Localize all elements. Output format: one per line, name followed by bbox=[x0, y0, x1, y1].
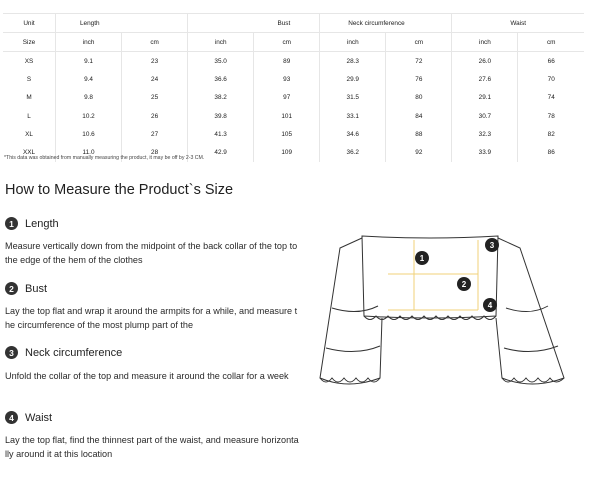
step-waist bbox=[5, 411, 52, 424]
unit-cell: inch bbox=[452, 33, 518, 52]
table-cell: 9.1 bbox=[56, 52, 122, 71]
table-row bbox=[3, 52, 584, 71]
table-cell: 30.7 bbox=[452, 107, 518, 125]
right-ruffle-line bbox=[504, 346, 558, 352]
table-cell: S bbox=[3, 71, 56, 89]
table-cell: XS bbox=[3, 52, 56, 71]
step-label: Length bbox=[25, 217, 59, 230]
left-ruffle-line bbox=[332, 306, 378, 312]
table-cell: 35.0 bbox=[188, 52, 254, 71]
table-cell: 26 bbox=[122, 107, 188, 125]
table-cell: 74 bbox=[547, 94, 555, 102]
table-cell: 93 bbox=[254, 71, 320, 89]
unit-cell: Size bbox=[3, 33, 56, 52]
unit-cell: inch bbox=[320, 33, 386, 52]
left-ruffle-line bbox=[326, 346, 380, 352]
table-cell: 28.3 bbox=[320, 52, 386, 71]
table-cell: 88 bbox=[386, 125, 452, 143]
table-cell: 33.9 bbox=[452, 143, 518, 161]
marker-3-label: 3 bbox=[489, 241, 495, 250]
unit-cell: inch bbox=[188, 33, 254, 52]
header-waist: Waist bbox=[452, 14, 584, 33]
table-cell: 25 bbox=[122, 89, 188, 107]
step-number-icon: 2 bbox=[5, 282, 18, 295]
step-bust bbox=[5, 282, 47, 295]
step-neck bbox=[5, 346, 122, 359]
step-label: Waist bbox=[25, 411, 53, 424]
table-row bbox=[3, 71, 584, 89]
table-cell: 27 bbox=[122, 125, 188, 143]
table-cell: 24 bbox=[122, 71, 188, 89]
step-length bbox=[5, 217, 59, 230]
table-cell: 72 bbox=[386, 52, 452, 71]
table-cell: 33.1 bbox=[320, 107, 386, 125]
unit-cell: cm bbox=[386, 33, 452, 52]
table-row bbox=[3, 107, 584, 125]
table-cell: 11.0 bbox=[56, 143, 122, 161]
header-unit: Unit bbox=[3, 14, 56, 33]
table-cell: 10.2 bbox=[56, 107, 122, 125]
guide-title: How to Measure the Product`s Size bbox=[5, 182, 234, 198]
header-bust: Bust bbox=[188, 14, 320, 33]
table-cell: 31.5 bbox=[320, 89, 386, 107]
table-cell: 28 bbox=[122, 143, 188, 161]
step-description: Lay the top flat and wrap it around the armpits for a while, and measure the circumference of the most plump part of the bbox=[5, 306, 298, 330]
left-hem-wave bbox=[320, 378, 380, 382]
marker-4-label: 4 bbox=[487, 301, 493, 310]
header-length: Length bbox=[56, 14, 188, 33]
table-cell: 41.3 bbox=[188, 125, 254, 143]
table-cell: 34.6 bbox=[320, 125, 386, 143]
step-description: Lay the top flat, find the thinnest part of the waist, and measure horizontally around it at this location bbox=[5, 435, 299, 459]
unit-cell: cm bbox=[122, 33, 188, 52]
marker-2-label: 2 bbox=[461, 280, 467, 289]
table-cell: M bbox=[3, 89, 56, 107]
step-number-icon: 4 bbox=[5, 411, 18, 424]
table-cell: 9.4 bbox=[56, 71, 122, 89]
table-cell: 66 bbox=[547, 57, 555, 65]
table-header-row bbox=[3, 14, 584, 33]
table-cell: 82 bbox=[547, 130, 555, 138]
table-cell: 101 bbox=[254, 107, 320, 125]
table-unit-row bbox=[3, 33, 584, 52]
unit-cell: cm bbox=[518, 33, 584, 52]
size-table bbox=[3, 13, 584, 162]
table-cell: 36.6 bbox=[188, 71, 254, 89]
marker-1-label: 1 bbox=[419, 254, 425, 263]
table-cell: XXL bbox=[3, 143, 56, 161]
table-cell: 32.3 bbox=[452, 125, 518, 143]
diagram-markers bbox=[415, 238, 499, 312]
table-cell: 42.9 bbox=[188, 143, 254, 161]
table-cell: 105 bbox=[254, 125, 320, 143]
table-cell: 38.2 bbox=[188, 89, 254, 107]
table-cell: 97 bbox=[254, 89, 320, 107]
table-cell: 70 bbox=[547, 76, 555, 84]
right-hem-wave bbox=[502, 378, 564, 382]
table-cell: 39.8 bbox=[188, 107, 254, 125]
table-cell: 89 bbox=[254, 52, 320, 71]
table-cell: 109 bbox=[254, 143, 320, 161]
measurement-guides bbox=[388, 240, 478, 310]
step-description: Measure vertically down from the midpoint of the back collar of the top to the edge of the hem of the clothes bbox=[5, 241, 298, 265]
table-cell: 76 bbox=[386, 71, 452, 89]
unit-cell: cm bbox=[254, 33, 320, 52]
table-cell: 9.8 bbox=[56, 89, 122, 107]
table-cell: 92 bbox=[386, 143, 452, 161]
table-cell: 84 bbox=[386, 107, 452, 125]
table-cell: L bbox=[3, 107, 56, 125]
table-cell: 80 bbox=[386, 89, 452, 107]
table-cell: 29.1 bbox=[452, 89, 518, 107]
table-cell: 23 bbox=[122, 52, 188, 71]
table-cell: 10.6 bbox=[56, 125, 122, 143]
table-row bbox=[3, 89, 584, 107]
table-cell: 26.0 bbox=[452, 52, 518, 71]
step-number-icon: 1 bbox=[5, 217, 18, 230]
table-row bbox=[3, 125, 584, 143]
table-cell: 27.6 bbox=[452, 71, 518, 89]
table-cell: 29.9 bbox=[320, 71, 386, 89]
measurement-note: *This data was obtained from manually measuring the product, it may be off by 2-3 CM. bbox=[4, 155, 205, 161]
table-cell: 86 bbox=[547, 148, 555, 156]
unit-cell: inch bbox=[56, 33, 122, 52]
header-neck: Neck circumference bbox=[320, 14, 452, 33]
table-cell: 78 bbox=[547, 112, 555, 120]
step-description: Unfold the collar of the top and measure it around the collar for a week bbox=[5, 371, 289, 381]
step-label: Bust bbox=[25, 282, 48, 295]
table-cell: XL bbox=[3, 125, 56, 143]
garment-diagram bbox=[318, 228, 580, 420]
table-cell: 36.2 bbox=[320, 143, 386, 161]
step-number-icon: 3 bbox=[5, 346, 18, 359]
step-label: Neck circumference bbox=[25, 346, 123, 359]
